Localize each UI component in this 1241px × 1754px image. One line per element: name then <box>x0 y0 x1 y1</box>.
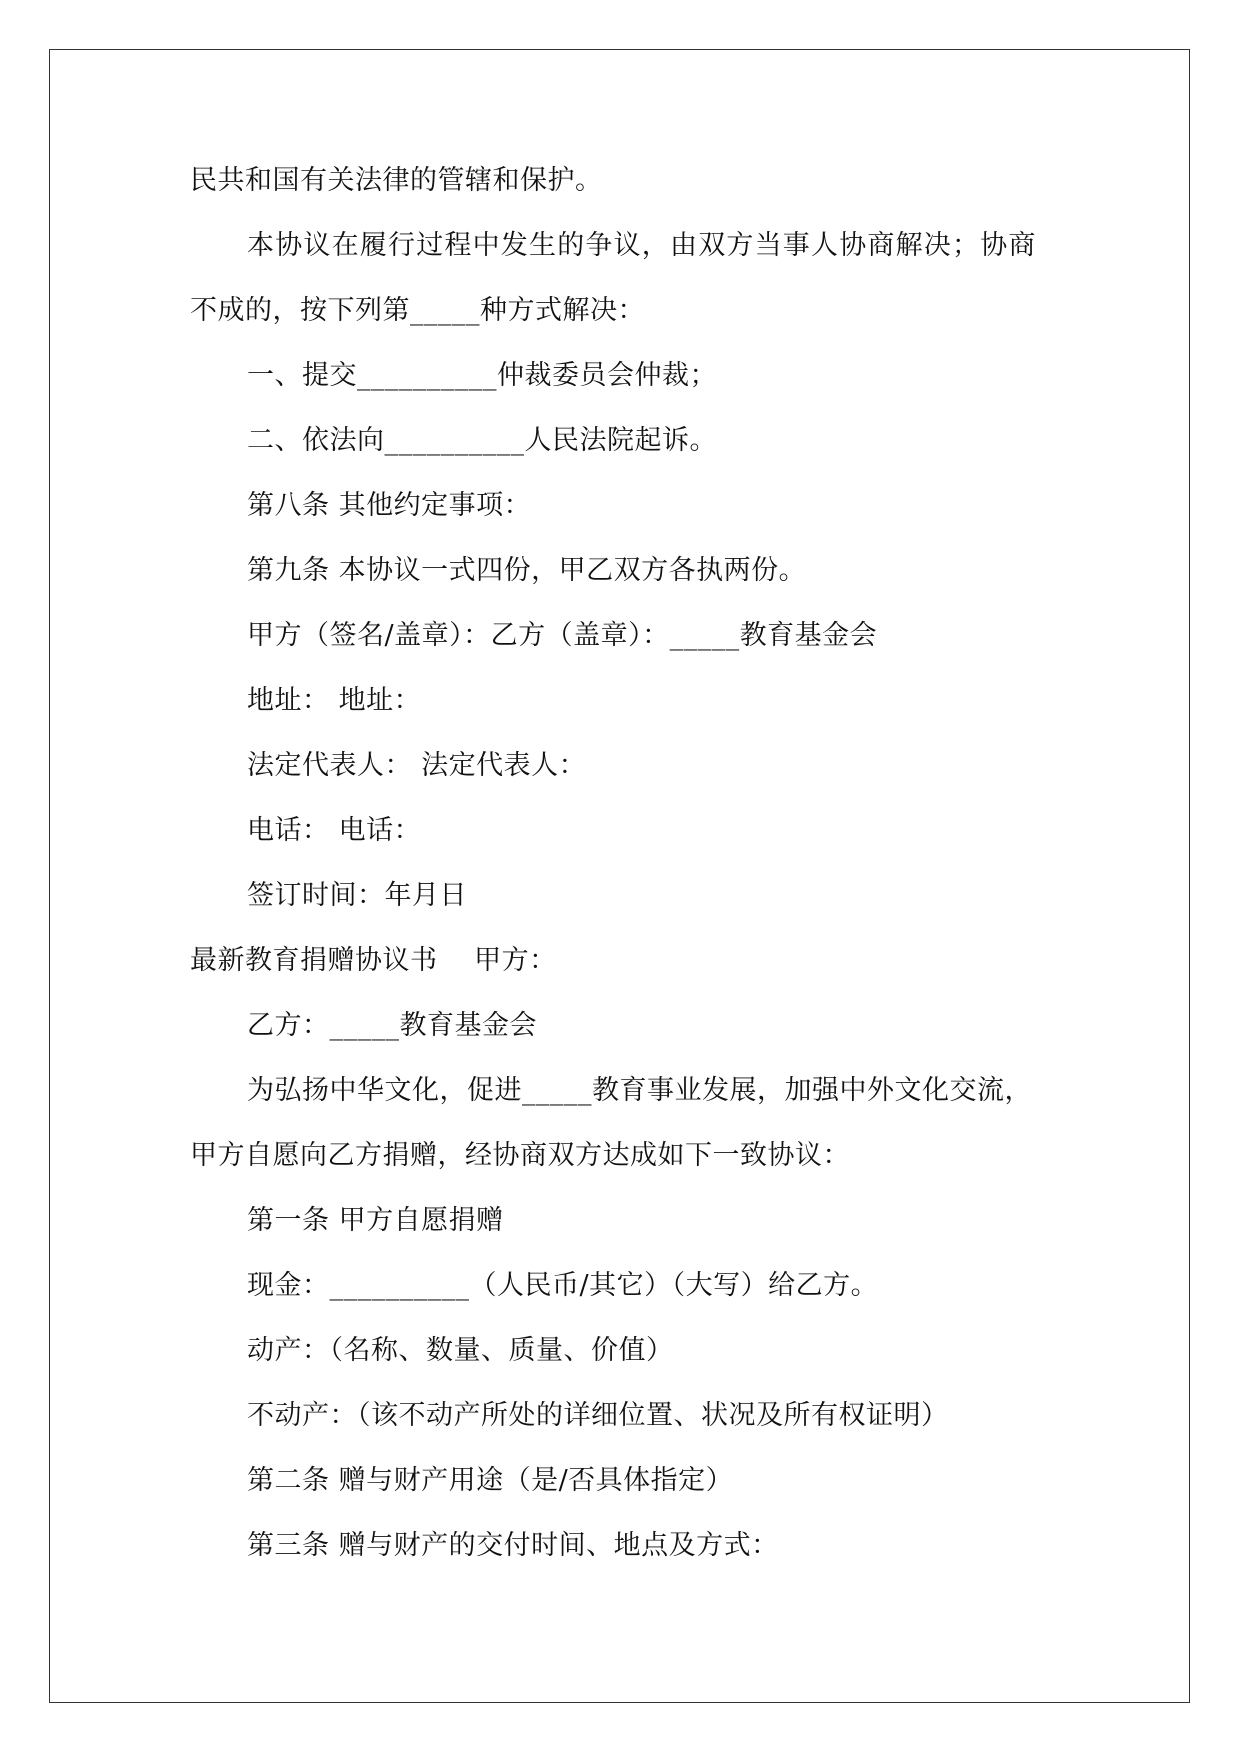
article-heading: 第九条 本协议一式四份，甲乙双方各执两份。 <box>247 555 807 586</box>
article-heading: 第八条 其他约定事项： <box>247 490 532 521</box>
movable-property-line: 动产：（名称、数量、质量、价值） <box>247 1335 674 1366</box>
text-line: 本协议在履行过程中发生的争议，由双方当事人协商解决；协商 <box>247 230 1037 261</box>
signature-line: 甲方（签名/盖章）：乙方（盖章）：_____教育基金会 <box>247 620 878 651</box>
text-line: 民共和国有关法律的管辖和保护。 <box>190 165 603 196</box>
cash-line: 现金：__________（人民币/其它）（大写）给乙方。 <box>247 1270 879 1301</box>
phone-line: 电话： 电话： <box>247 815 422 846</box>
text-line: 甲方自愿向乙方捐赠，经协商双方达成如下一致协议： <box>190 1140 850 1171</box>
article-heading: 第三条 赠与财产的交付时间、地点及方式： <box>247 1530 779 1561</box>
address-line: 地址： 地址： <box>247 685 422 716</box>
representative-line: 法定代表人： 法定代表人： <box>247 750 587 781</box>
sign-date-line: 签订时间：年月日 <box>247 880 467 911</box>
party-b-line: 乙方：_____教育基金会 <box>247 1010 537 1041</box>
document-title-line: 最新教育捐赠协议书 甲方： <box>190 945 557 976</box>
text-line: 为弘扬中华文化，促进_____教育事业发展，加强中外文化交流， <box>247 1075 1032 1106</box>
text-line: 二、依法向__________人民法院起诉。 <box>247 425 717 456</box>
text-line: 一、提交__________仲裁委员会仲裁； <box>247 360 717 391</box>
article-heading: 第一条 甲方自愿捐赠 <box>247 1205 504 1236</box>
text-line: 不成的，按下列第_____种方式解决： <box>190 295 645 326</box>
article-heading: 第二条 赠与财产用途（是/否具体指定） <box>247 1465 734 1496</box>
real-estate-line: 不动产：（该不动产所处的详细位置、状况及所有权证明） <box>247 1400 949 1431</box>
